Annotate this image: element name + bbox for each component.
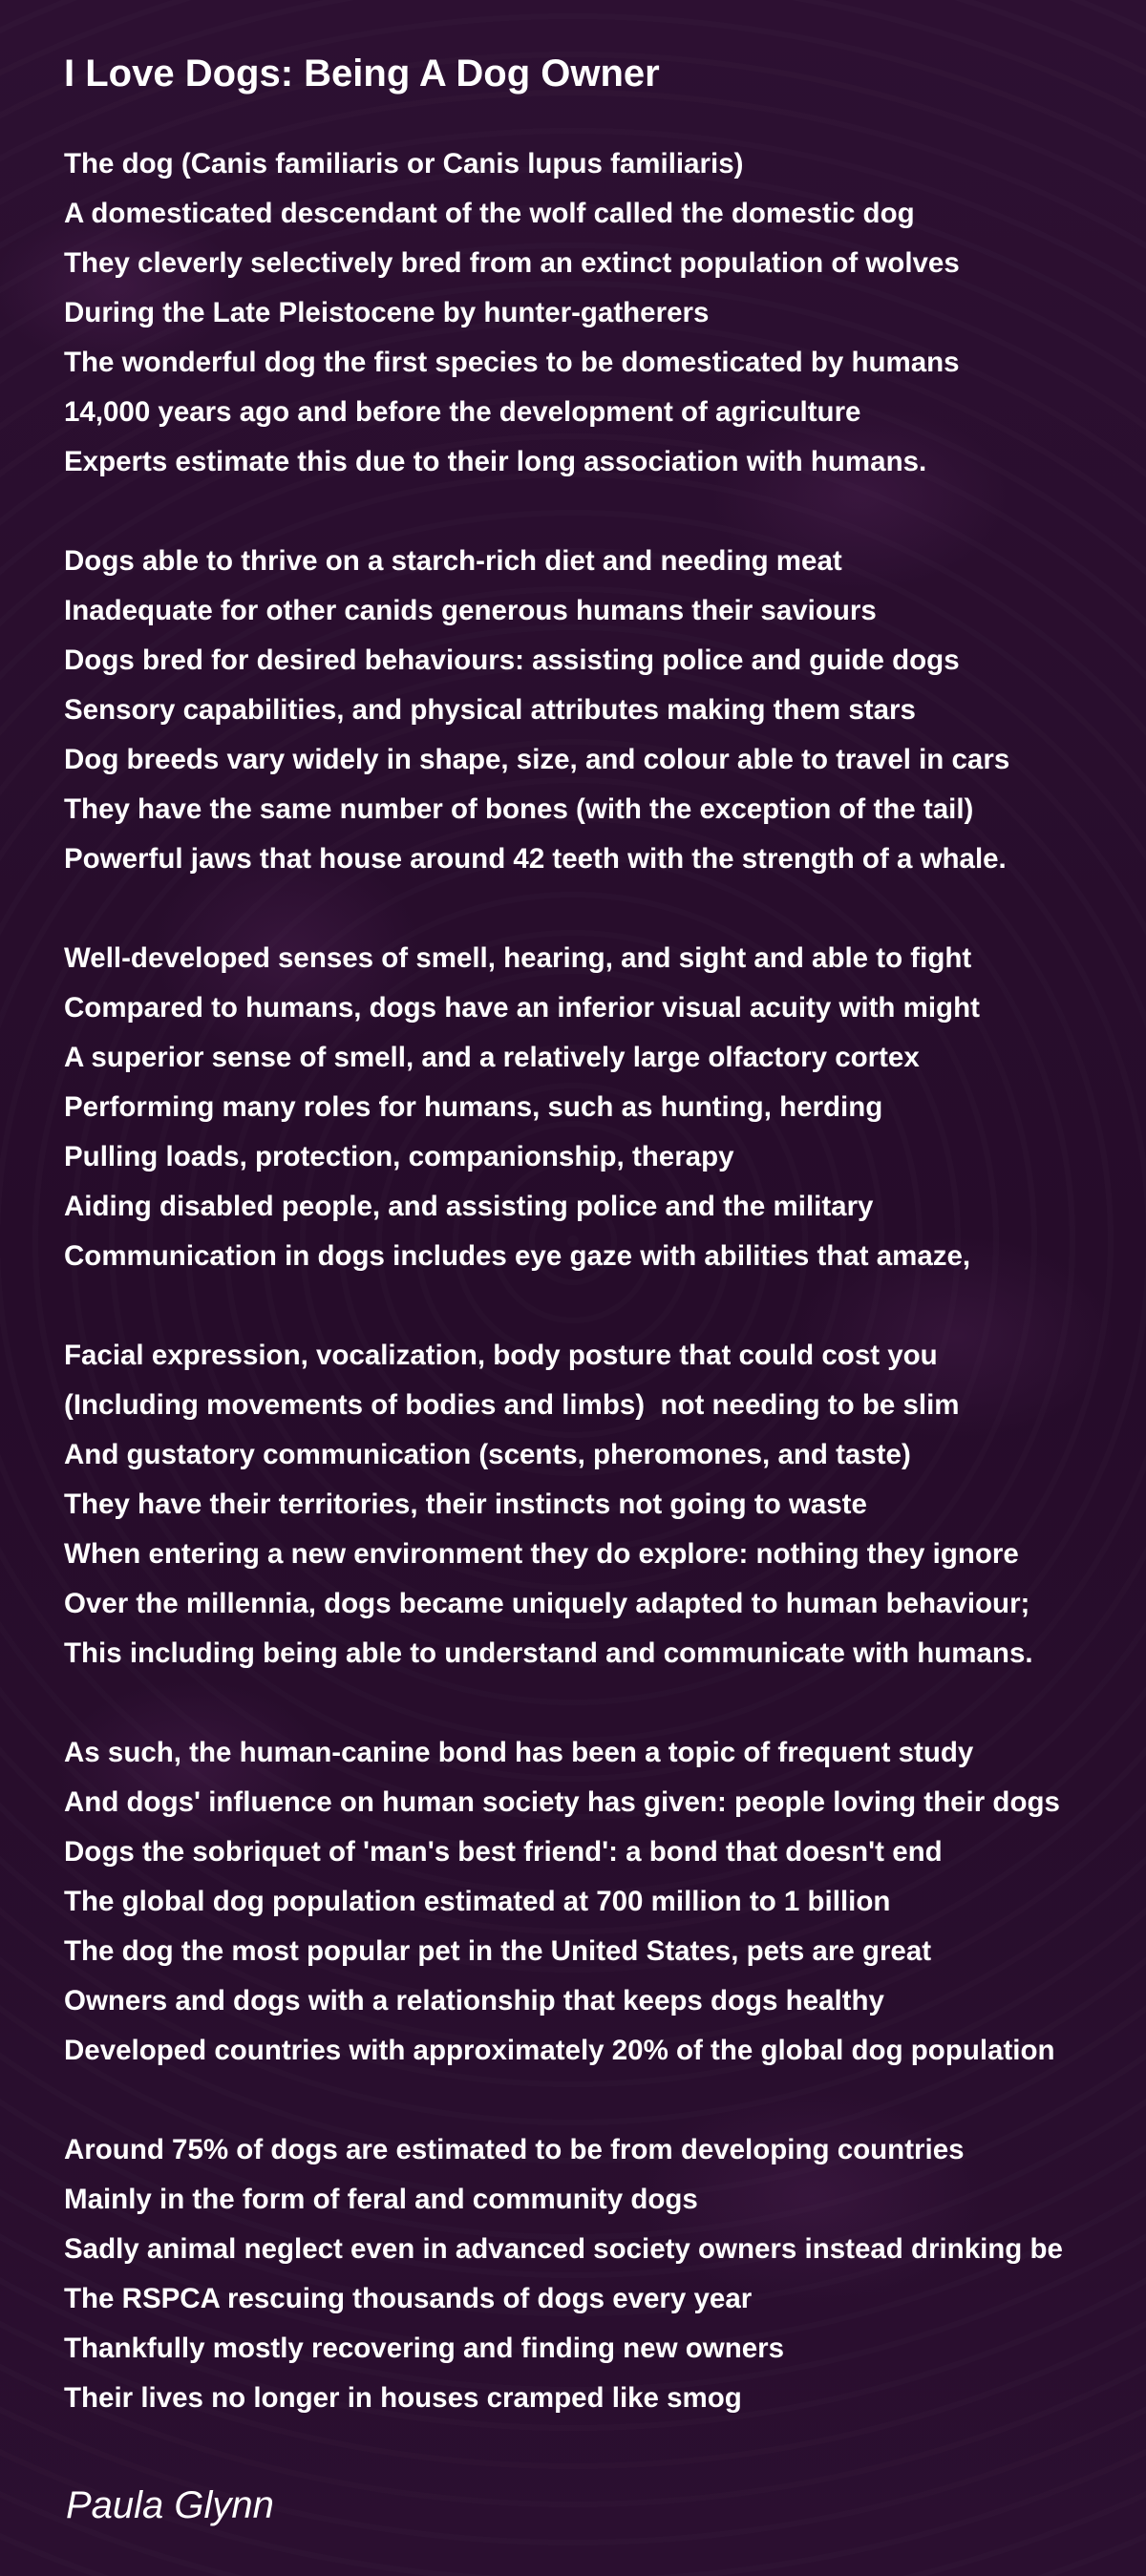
poem-line: And gustatory communication (scents, pheromones, and taste) [64, 1439, 911, 1470]
author-name: Paula Glynn [66, 2484, 274, 2526]
poem-line: Over the millennia, dogs became uniquely adapted to human behaviour; [64, 1588, 1030, 1619]
poem-line: Experts estimate this due to their long association with humans. [64, 446, 927, 477]
poem-line: The wonderful dog the first species to be domesticated by humans [64, 347, 960, 378]
poem-line: The dog the most popular pet in the United States, pets are great [64, 1935, 932, 1967]
stanza [64, 537, 1146, 884]
poem-line: Dogs the sobriquet of 'man's best friend': a bond that doesn't end [64, 1836, 943, 1868]
poem-line: A superior sense of smell, and a relatively large olfactory cortex [64, 1042, 920, 1073]
poem-line: Well-developed senses of smell, hearing, and sight and able to fight [64, 942, 972, 974]
poem-line: Facial expression, vocalization, body posture that could cost you [64, 1340, 938, 1371]
stanza [64, 1331, 1146, 1679]
poem-line: They cleverly selectively bred from an extinct population of wolves [64, 247, 960, 279]
poem-line: (Including movements of bodies and limbs) not needing to be slim [64, 1389, 960, 1421]
poem-line: Inadequate for other canids generous humans their saviours [64, 595, 877, 626]
poem-body [64, 139, 1146, 2423]
poem-line: As such, the human-canine bond has been a topic of frequent study [64, 1737, 974, 1768]
poem-line: Compared to humans, dogs have an inferior visual acuity with might [64, 992, 980, 1024]
poem-line: The RSPCA rescuing thousands of dogs every year [64, 2283, 753, 2314]
stanza [64, 934, 1146, 1281]
poem-line: Communication in dogs includes eye gaze with abilities that amaze, [64, 1240, 971, 1272]
poem-line: This including being able to understand and communicate with humans. [64, 1637, 1033, 1669]
poem-line: Dogs bred for desired behaviours: assisting police and guide dogs [64, 644, 960, 676]
poem-line: Developed countries with approximately 20% of the global dog population [64, 2035, 1055, 2066]
poem-line: Sensory capabilities, and physical attributes making them stars [64, 694, 916, 726]
poem-line: Aiding disabled people, and assisting police and the military [64, 1191, 874, 1222]
poem-page [64, 44, 1146, 2423]
poem-line: They have the same number of bones (with the exception of the tail) [64, 793, 974, 825]
poem-line: Dog breeds vary widely in shape, size, and colour able to travel in cars [64, 744, 1010, 775]
poem-line: Powerful jaws that house around 42 teeth with the strength of a whale. [64, 843, 1007, 875]
poem-line: A domesticated descendant of the wolf called the domestic dog [64, 198, 915, 229]
poem-line: Dogs able to thrive on a starch-rich diet and needing meat [64, 545, 842, 577]
poem-line: Performing many roles for humans, such as hunting, herding [64, 1091, 883, 1123]
stanza [64, 1728, 1146, 2076]
poem-title: I Love Dogs: Being A Dog Owner [64, 53, 660, 95]
poem-line: When entering a new environment they do explore: nothing they ignore [64, 1538, 1019, 1570]
poem-line: Their lives no longer in houses cramped like smog [64, 2382, 742, 2414]
poem-line: 14,000 years ago and before the development of agriculture [64, 396, 861, 428]
poem-line: The dog (Canis familiaris or Canis lupus familiaris) [64, 148, 744, 179]
poem-line: They have their territories, their instincts not going to waste [64, 1489, 867, 1520]
stanza [64, 2125, 1146, 2423]
poem-line: Mainly in the form of feral and community dogs [64, 2184, 698, 2215]
poem-line: The global dog population estimated at 700 million to 1 billion [64, 1886, 891, 1917]
poem-line: Sadly animal neglect even in advanced society owners instead drinking be [64, 2233, 1063, 2265]
poem-line: Pulling loads, protection, companionship, therapy [64, 1141, 734, 1172]
poem-line: Thankfully mostly recovering and finding new owners [64, 2333, 785, 2364]
poem-line: Around 75% of dogs are estimated to be from developing countries [64, 2134, 965, 2165]
poem-line: Owners and dogs with a relationship that keeps dogs healthy [64, 1985, 884, 2016]
poem-line: During the Late Pleistocene by hunter-gatherers [64, 297, 710, 328]
stanza [64, 139, 1146, 487]
poem-line: And dogs' influence on human society has given: people loving their dogs [64, 1786, 1060, 1818]
